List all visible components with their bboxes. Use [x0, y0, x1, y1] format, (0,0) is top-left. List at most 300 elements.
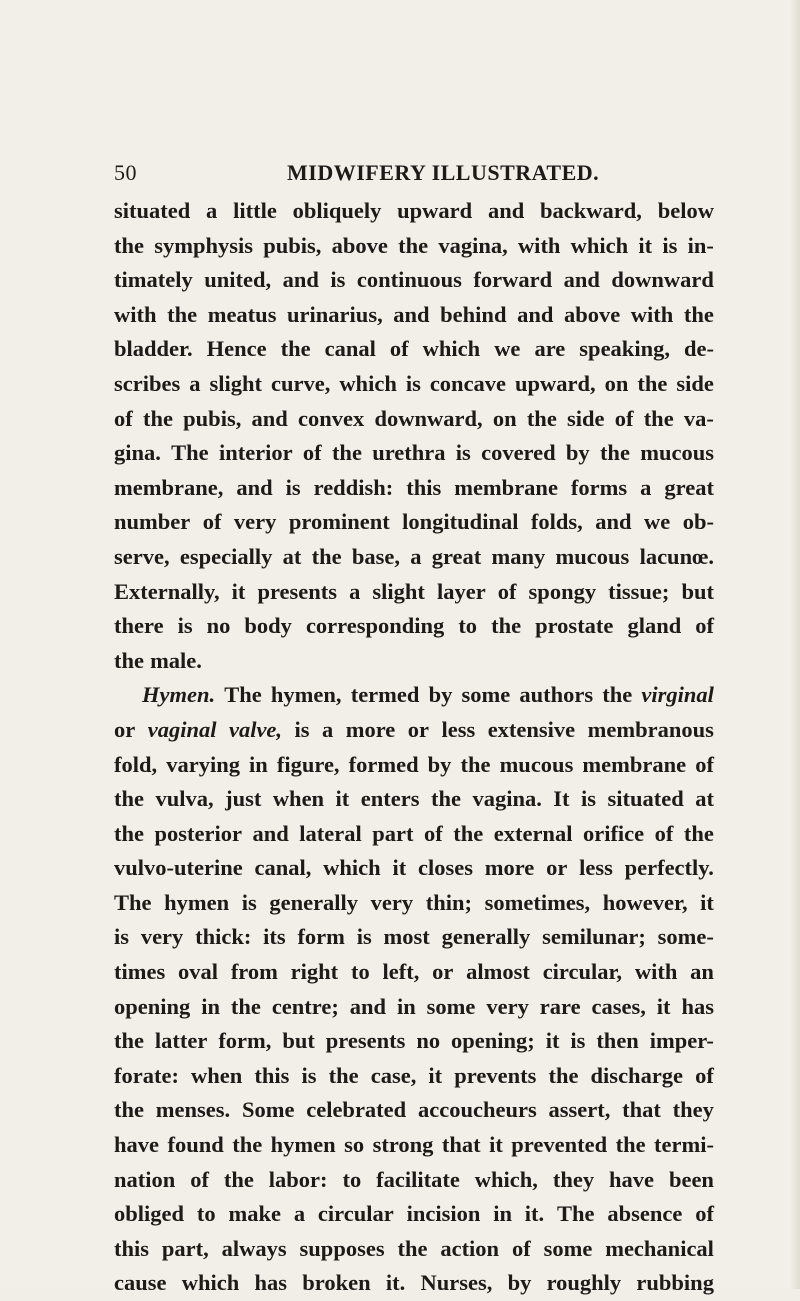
word: vagina.	[472, 786, 542, 812]
word: the	[548, 1062, 579, 1088]
word: in	[201, 993, 220, 1019]
word: strong	[372, 1132, 434, 1158]
word: latter	[154, 1028, 208, 1054]
word: of	[695, 751, 714, 777]
word: have	[609, 1166, 655, 1192]
word: de-	[683, 336, 714, 362]
word: been	[668, 1166, 714, 1192]
word: forate:	[114, 1062, 179, 1088]
word: an	[690, 959, 714, 985]
word: pubis,	[183, 405, 242, 431]
word: form,	[218, 1028, 272, 1054]
word: of	[190, 1166, 209, 1192]
word: membrane,	[114, 474, 224, 500]
text-line	[114, 782, 714, 817]
text-line	[114, 990, 714, 1025]
word: this	[254, 1062, 290, 1088]
word: number	[114, 509, 191, 535]
word: generally	[269, 889, 359, 915]
word: to	[196, 1201, 216, 1227]
word: the	[398, 232, 429, 258]
word: circular,	[542, 959, 623, 985]
word: concave	[429, 370, 507, 396]
word: they	[672, 1097, 714, 1123]
word: right	[290, 959, 339, 985]
word: base,	[351, 543, 400, 569]
text-line	[114, 505, 714, 540]
word: It	[553, 786, 570, 812]
word: the	[491, 613, 522, 639]
word: is	[241, 889, 257, 915]
word: vulva,	[155, 786, 214, 812]
word: curve,	[270, 370, 331, 396]
word: in	[396, 993, 416, 1019]
word: broken	[302, 1270, 371, 1296]
word: with	[114, 301, 157, 327]
word: is	[177, 613, 193, 639]
word: timately	[114, 267, 193, 293]
word: united,	[204, 267, 272, 293]
text-line	[114, 436, 714, 471]
word: its	[263, 924, 286, 950]
word: downward	[611, 267, 714, 293]
word: that	[622, 1097, 661, 1123]
word: which,	[474, 1166, 538, 1192]
word: but	[282, 1028, 315, 1054]
text-line	[114, 609, 714, 644]
word: above	[331, 232, 388, 258]
word: the	[311, 543, 342, 569]
word: or	[114, 716, 136, 742]
word: canal	[324, 336, 376, 362]
word: more	[345, 716, 396, 742]
word: mucous	[555, 543, 630, 569]
word: opening;	[451, 1028, 535, 1054]
word: more	[484, 855, 535, 881]
word: male.	[150, 647, 202, 673]
word: circular	[317, 1201, 394, 1227]
text-line	[114, 955, 714, 990]
word: the	[397, 1235, 428, 1261]
word: we	[644, 509, 671, 535]
word: formed	[348, 751, 419, 777]
word: layer	[436, 578, 486, 604]
word: interior	[218, 440, 293, 466]
word: this	[406, 474, 442, 500]
word: the	[114, 786, 144, 812]
word: when	[191, 1062, 243, 1088]
text-line	[114, 817, 714, 852]
word: prevented	[511, 1132, 608, 1158]
word: is	[294, 716, 310, 742]
word: have	[114, 1132, 159, 1158]
word: it	[545, 1028, 560, 1054]
word: The	[557, 1201, 595, 1227]
word: hymen	[270, 1132, 336, 1158]
word: with	[634, 959, 678, 985]
word: ob-	[682, 509, 714, 535]
word: forms	[570, 474, 628, 500]
word: mechanical	[605, 1235, 714, 1261]
word: is	[455, 440, 471, 466]
word: and	[236, 474, 273, 500]
word: facilitate	[376, 1166, 460, 1192]
word: of	[695, 1062, 714, 1088]
word: va-	[683, 405, 714, 431]
word: serve,	[114, 543, 170, 569]
word: The	[171, 440, 209, 466]
word: discharge	[590, 1062, 684, 1088]
word: thick:	[195, 924, 252, 950]
word: accoucheurs	[417, 1097, 537, 1123]
word: is	[662, 232, 678, 258]
word: urinarius,	[287, 301, 383, 327]
word: sometimes,	[484, 889, 591, 915]
word: Some	[241, 1097, 295, 1123]
text-line	[114, 1059, 714, 1094]
word: the	[114, 647, 144, 673]
word: behind	[440, 301, 507, 327]
text-line	[114, 1232, 714, 1267]
word: and	[517, 301, 554, 327]
word: to	[458, 613, 478, 639]
word: it.	[524, 1201, 545, 1227]
word: incision	[406, 1201, 481, 1227]
word: gina.	[114, 440, 161, 466]
text-line	[114, 1163, 714, 1198]
word: vaginal	[147, 716, 217, 742]
word: from	[230, 959, 278, 985]
running-head: MIDWIFERY ILLUSTRATED.	[287, 160, 600, 185]
text-line	[114, 851, 714, 886]
word: some	[543, 1235, 593, 1261]
word: just	[225, 786, 262, 812]
text-line	[114, 1197, 714, 1232]
word: situated	[114, 198, 191, 223]
word: below	[657, 198, 714, 223]
word: roughly	[546, 1270, 622, 1296]
word: the	[526, 405, 557, 431]
word: are	[534, 336, 566, 362]
text-line	[114, 748, 714, 783]
word: or	[546, 855, 568, 881]
word: canal,	[254, 855, 312, 881]
word: supposes	[299, 1235, 385, 1261]
text-line	[114, 471, 714, 506]
word: a	[349, 578, 361, 604]
word: bladder.	[114, 336, 193, 362]
word: then	[596, 1028, 639, 1054]
word: by	[428, 682, 453, 708]
word: thin;	[425, 889, 472, 915]
word: covered	[481, 440, 556, 466]
word: reddish:	[313, 474, 394, 500]
word: which	[422, 336, 481, 362]
word: lacunœ.	[639, 543, 714, 569]
word: some-	[657, 924, 714, 950]
word: labor:	[268, 1166, 328, 1192]
word: which	[181, 1270, 240, 1296]
word: almost	[466, 959, 530, 985]
word: but	[681, 578, 714, 604]
word: oval	[178, 959, 219, 985]
word: absence	[607, 1201, 683, 1227]
text-line	[114, 367, 714, 402]
word: scribes	[114, 370, 181, 396]
word: some	[461, 682, 511, 708]
text-line	[114, 1128, 714, 1163]
word: the	[328, 1062, 359, 1088]
word: the	[223, 1166, 254, 1192]
word: external	[493, 820, 573, 846]
word: upward,	[515, 370, 596, 396]
word: the	[453, 820, 484, 846]
word: situated	[607, 786, 684, 812]
word: there	[114, 613, 164, 639]
word: gland	[627, 613, 682, 639]
word: part	[372, 820, 414, 846]
word: it	[428, 1062, 443, 1088]
word: speaking,	[579, 336, 670, 362]
word: centre;	[271, 993, 339, 1019]
word: and	[349, 993, 387, 1019]
word: most	[383, 924, 430, 950]
word: a	[640, 474, 652, 500]
word: slight	[372, 578, 425, 604]
word: folds,	[530, 509, 583, 535]
word: many	[491, 543, 546, 569]
word: is	[570, 1028, 586, 1054]
word: vulvo-uterine	[114, 855, 243, 881]
word: varying	[166, 751, 240, 777]
text-line	[114, 713, 714, 748]
word: obliged	[114, 1201, 185, 1227]
word: corresponding	[305, 613, 445, 639]
text-line	[114, 194, 714, 229]
word: a	[322, 716, 334, 742]
text-line	[114, 920, 714, 955]
word: the	[114, 1028, 144, 1054]
word: it	[700, 889, 714, 915]
word: forward	[473, 267, 553, 293]
word: the	[637, 370, 668, 396]
word: or	[407, 716, 429, 742]
word: of	[614, 405, 634, 431]
word: Externally,	[114, 578, 220, 604]
word: is	[356, 924, 372, 950]
word: presents	[257, 578, 338, 604]
word: the	[331, 440, 362, 466]
word: opening	[114, 993, 191, 1019]
word: the	[460, 751, 491, 777]
word: authors	[519, 682, 594, 708]
word: the	[615, 1132, 646, 1158]
text-line	[114, 298, 714, 333]
word: symphysis	[154, 232, 254, 258]
word: less	[441, 716, 476, 742]
text-line	[114, 229, 714, 264]
word: termed	[350, 682, 420, 708]
page-edge-shadow	[790, 0, 800, 1289]
word: the	[599, 440, 630, 466]
text-line	[114, 1093, 714, 1128]
word: in-	[687, 232, 714, 258]
word: cases,	[591, 993, 646, 1019]
word: of	[695, 1201, 714, 1227]
word: and	[251, 405, 288, 431]
word: and	[595, 509, 632, 535]
word: which	[323, 855, 381, 881]
word: perfectly.	[624, 855, 714, 881]
word: no	[416, 1028, 441, 1054]
body-text	[114, 194, 714, 1301]
word: membrane	[582, 751, 687, 777]
word: by	[507, 1270, 532, 1296]
word: found	[167, 1132, 224, 1158]
word: termi-	[654, 1132, 714, 1158]
word: cause	[114, 1270, 167, 1296]
word: which	[339, 370, 397, 396]
word: is	[330, 267, 346, 293]
word: the	[683, 301, 714, 327]
word: it	[489, 1132, 503, 1158]
word: of	[695, 613, 714, 639]
word: obliquely	[292, 198, 382, 223]
word: case,	[370, 1062, 417, 1088]
word: side	[567, 405, 605, 431]
word: the	[430, 786, 461, 812]
word: body	[244, 613, 292, 639]
word: very	[370, 889, 414, 915]
word: it	[231, 578, 246, 604]
word: we	[494, 336, 521, 362]
word: very	[486, 993, 529, 1019]
word: convex	[298, 405, 365, 431]
word: at	[695, 786, 714, 812]
word: backward,	[540, 198, 642, 223]
word: closes	[417, 855, 473, 881]
word: a	[410, 543, 422, 569]
word: has	[681, 993, 714, 1019]
word: presents	[325, 1028, 406, 1054]
word: it.	[385, 1270, 406, 1296]
word: to	[350, 959, 370, 985]
word: with	[517, 232, 561, 258]
word: the	[232, 1132, 263, 1158]
word: of	[423, 820, 443, 846]
word: The	[114, 889, 152, 915]
word: urethra	[372, 440, 446, 466]
word: above	[563, 301, 621, 327]
page-number: 50	[114, 160, 137, 185]
word: always	[221, 1235, 287, 1261]
word: this	[114, 1235, 150, 1261]
word: membrane	[454, 474, 558, 500]
word: prominent	[288, 509, 390, 535]
word: of	[511, 1235, 531, 1261]
word: spongy	[528, 578, 597, 604]
word: great	[431, 543, 482, 569]
word: especially	[179, 543, 273, 569]
word: of	[654, 820, 674, 846]
text-line	[114, 886, 714, 921]
word: and	[563, 267, 600, 293]
text-line	[114, 644, 714, 679]
text-line	[114, 263, 714, 298]
word: at	[282, 543, 302, 569]
word: generally	[441, 924, 531, 950]
word: tissue;	[608, 578, 670, 604]
word: orifice	[582, 820, 645, 846]
word: slight	[209, 370, 262, 396]
word: meatus	[207, 301, 277, 327]
word: vagina,	[438, 232, 508, 258]
word: The	[224, 682, 262, 708]
word: prostate	[535, 613, 614, 639]
word: which	[570, 232, 629, 258]
word: and	[282, 267, 319, 293]
word: the	[114, 232, 144, 258]
word: the	[114, 1097, 144, 1123]
word: little	[233, 198, 277, 223]
word: virginal	[641, 682, 714, 708]
text-line	[114, 575, 714, 610]
word: enters	[360, 786, 420, 812]
word: of	[202, 509, 222, 535]
word: the	[114, 820, 144, 846]
word: longitudinal	[402, 509, 519, 535]
text-line	[114, 678, 714, 713]
word: posterior	[154, 820, 242, 846]
word: the	[602, 682, 633, 708]
word: form	[297, 924, 345, 950]
word: it	[656, 993, 671, 1019]
word: and	[393, 301, 430, 327]
word: make	[228, 1201, 281, 1227]
word: rubbing	[636, 1270, 714, 1296]
word: when	[272, 786, 325, 812]
word: valve,	[228, 716, 283, 742]
word: less	[579, 855, 613, 881]
word: Nurses,	[420, 1270, 493, 1296]
word: membranous	[587, 716, 714, 742]
word: a	[206, 198, 218, 223]
word: very	[140, 924, 184, 950]
word: continuous	[356, 267, 462, 293]
word: and	[487, 198, 525, 223]
word: lateral	[299, 820, 362, 846]
word: the	[280, 336, 311, 362]
word: of	[114, 405, 133, 431]
word: to	[342, 1166, 362, 1192]
word: so	[344, 1132, 365, 1158]
text-line	[114, 540, 714, 575]
word: they	[552, 1166, 595, 1192]
word: hymen,	[270, 682, 342, 708]
word: mucous	[640, 440, 714, 466]
word: prevents	[454, 1062, 537, 1088]
word: mucous	[499, 751, 574, 777]
word: Hence	[206, 336, 267, 362]
word: the	[230, 993, 261, 1019]
word: times	[114, 959, 166, 985]
word: and	[252, 820, 289, 846]
word: it	[392, 855, 407, 881]
word: however,	[602, 889, 688, 915]
word: figure,	[276, 751, 340, 777]
word: no	[206, 613, 231, 639]
word: side	[676, 370, 714, 396]
